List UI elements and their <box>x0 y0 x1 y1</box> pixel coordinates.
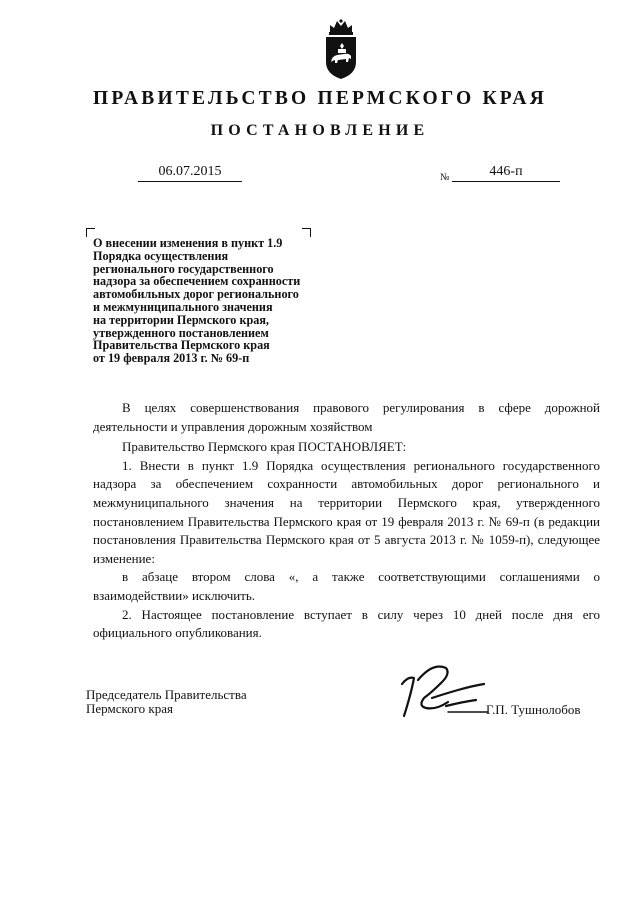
subject-line: автомобильных дорог регионального <box>93 287 299 302</box>
subject-line: О внесении изменения в пункт 1.9 <box>93 236 283 250</box>
document-subject <box>93 237 383 365</box>
subject-line: на территории Пермского края, <box>93 312 269 327</box>
signer-position <box>86 688 247 716</box>
signer-position-line: Председатель Правительства <box>86 687 247 702</box>
subject-line: надзора за обеспечением сохранности <box>93 274 301 289</box>
signer-name: Г.П. Тушнолобов <box>486 702 581 717</box>
signer-position-line: Пермского края <box>86 701 173 716</box>
document-type: ПОСТАНОВЛЕНИЕ <box>210 122 430 139</box>
body-paragraph-preamble: В целях совершенствования правового регулирования в сфере дорожной деятельности и управления дорожным хозяйством <box>93 400 600 434</box>
body-paragraph-change: в абзаце втором слова «, а также соответствующими соглашениями о взаимодействии» исключить. <box>93 569 600 603</box>
subject-line: от 19 февраля 2013 г. № 69-п <box>93 351 250 366</box>
subject-line: утвержденного постановлением <box>93 325 269 340</box>
document-date: 06.07.2015 <box>138 164 242 182</box>
number-sign: № <box>440 172 450 183</box>
subject-line: Правительства Пермского края <box>93 338 270 353</box>
subject-line: и межмуниципального значения <box>93 299 273 314</box>
body-paragraph-decree: Правительство Пермского края ПОСТАНОВЛЯЕТ: <box>122 439 407 455</box>
document-body <box>93 399 600 643</box>
subject-line: регионального государственного <box>93 261 274 276</box>
body-paragraph-item-2: 2. Настоящее постановление вступает в силу через 10 дней после дня его официального опубликования. <box>93 606 600 641</box>
government-title: ПРАВИТЕЛЬСТВО ПЕРМСКОГО КРАЯ <box>93 88 547 109</box>
body-paragraph-item-1: 1. Внести в пункт 1.9 Порядка осуществления регионального государственного надзора за обеспечением сохранности автомобильных дорог регионального и межмуниципального значения на территории Пермского края, утвержденного постановлением Правительства Пермского края от 19 февраля 2013 г. № 69-п (в редакции постановления Правительства Пермского края от 5 августа 2013 г. № 1059-п), следующее изменение: <box>93 457 600 566</box>
subject-corner-right <box>302 228 311 237</box>
document-number: 446-п <box>452 164 560 182</box>
subject-line: Порядка осуществления <box>93 248 229 263</box>
coat-of-arms-icon <box>322 18 360 80</box>
signature-icon <box>388 654 500 722</box>
